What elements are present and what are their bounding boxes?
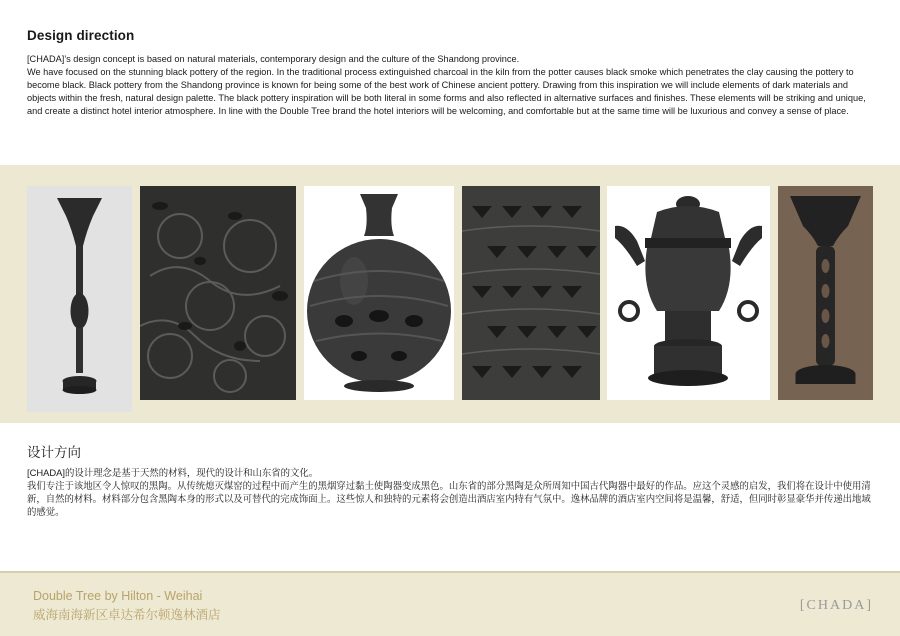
stem-cup-illustration	[778, 186, 873, 400]
english-paragraph: We have focused on the stunning black pottery of the region. In the traditional process extinguished charcoal in the kiln from the potter causes black smoke which penetrates the clay causing the pottery to become black. Black pottery from the Shandong province is known for being some of the best work of Chinese ancient pottery. Drawing from this inspiration we will include elements of dark materials and objects within the fresh, natural design palette. The black pottery inspiration will be both literal in some forms and also reflected in alternative surfaces and finishes. These elements will be striking and unique, and create a distinct hotel interior atmosphere. In line with the Double Tree brand the hotel interiors will be welcoming, and comfortable but at the same time will be luxurious and convey a sense of place.	[27, 66, 866, 116]
censer-illustration	[607, 186, 770, 400]
footer-project-chinese: 威海南海新区卓达希尔顿逸林酒店	[33, 608, 221, 622]
lidded-censer-photo	[607, 186, 770, 400]
carved-vase-illustration	[140, 186, 296, 400]
footer-project-english: Double Tree by Hilton - Weihai	[33, 589, 203, 603]
chada-logo: [CHADA]	[799, 598, 873, 613]
chinese-description	[27, 466, 875, 518]
english-title: Design direction	[27, 28, 135, 43]
round-openwork-vase-photo	[304, 186, 454, 400]
round-vase-illustration	[304, 186, 454, 400]
carved-vase-closeup-photo	[140, 186, 296, 400]
lattice-vase-closeup-photo	[462, 186, 600, 400]
lattice-vase-illustration	[462, 186, 600, 400]
chinese-paragraph: [CHADA]的设计理念是基于天然的材料，现代的设计和山东省的文化。	[27, 467, 319, 478]
english-description	[27, 53, 875, 118]
tall-goblet-photo	[27, 186, 132, 412]
english-paragraph: [CHADA]’s design concept is based on natural materials, contemporary design and the culture of the Shandong province.	[27, 54, 520, 64]
chinese-title: 设计方向	[27, 445, 81, 460]
chinese-paragraph: 我们专注于该地区令人惊叹的黑陶。从传统熄灭煤窑的过程中而产生的黑烟穿过黏土使陶器变成黑色。山东省的部分黑陶是众所周知中国古代陶器中最好的作品。应这个灵感的启发，我们将在设计中使用清新，自然的材料。材料部分包含黑陶本身的形式以及可替代的完成饰面上。这些惊人和独特的元素将会创造出酒店室内特有气氛中。逸林品牌的酒店室内空间将是温馨，舒适，但同时彰显豪华并传递出地域的感觉。	[27, 480, 871, 517]
goblet-illustration	[27, 186, 132, 412]
carved-stem-cup-photo	[778, 186, 873, 400]
